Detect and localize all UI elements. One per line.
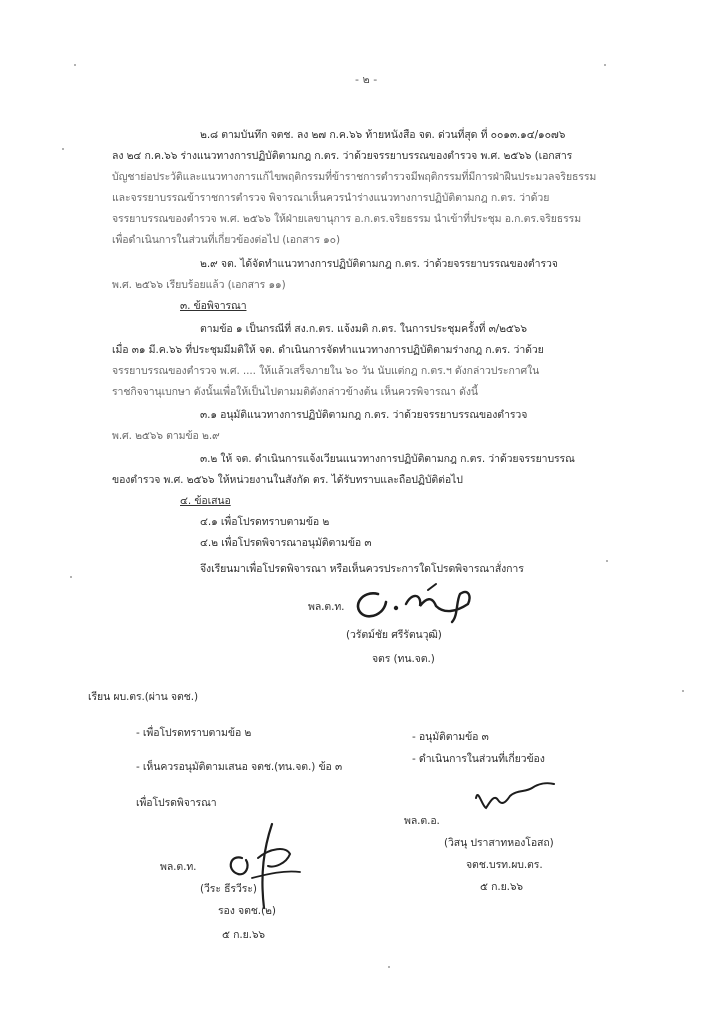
para-2-8-line-3: บัญชาย่อประวัติและแนวทางการแก้ไขพฤติกรรมที่ข้าราชการตำรวจมีพฤติกรรมที่มีการฝ่าฝืนประมวลจริยธรรม — [112, 171, 597, 183]
scan-speck — [682, 690, 684, 692]
scan-speck — [62, 148, 64, 150]
para-3-line-1: ตามข้อ ๑ เป็นกรณีที่ สง.ก.ตร. แจ้งมติ ก.ตร. ในการประชุมครั้งที่ ๓/๒๕๖๖ — [200, 323, 527, 335]
para-3-1-line-1: ๓.๑ อนุมัติแนวทางการปฏิบัติตามกฎ ก.ตร. ว่าด้วยจรรยาบรรณของตำรวจ — [200, 409, 528, 421]
page-number: - ๒ - — [355, 73, 378, 86]
para-2-9-line-1: ๒.๙ จต. ได้จัดทำแนวทางการปฏิบัติตามกฎ ก.ตร. ว่าด้วยจรรยาบรรณของตำรวจ — [200, 258, 558, 270]
scan-speck — [606, 560, 608, 562]
signer1-signature — [340, 572, 500, 628]
scan-speck — [604, 64, 606, 66]
address-line: เรียน ผบ.ตร.(ผ่าน จตช.) — [88, 691, 198, 703]
signer3-rank: พล.ต.ท. — [160, 861, 197, 873]
scan-speck — [388, 966, 390, 968]
signer2-rank: พล.ต.อ. — [404, 815, 440, 827]
signer1-rank: พล.ต.ท. — [308, 601, 345, 613]
para-3-2-line-2: ของตำรวจ พ.ศ. ๒๕๖๖ ให้หน่วยงานในสังกัด ตร. ได้รับทราบและถือปฏิบัติต่อไป — [112, 474, 463, 486]
para-2-8-line-5: จรรยาบรรณของตำรวจ พ.ศ. ๒๕๖๖ ให้ฝ่ายเลขานุการ อ.ก.ตร.จริยธรรม นำเข้าที่ประชุม อ.ก.ตร.จริยธรรม — [112, 213, 582, 225]
endorse-right-2: - ดำเนินการในส่วนที่เกี่ยวข้อง — [412, 753, 545, 765]
scan-speck — [74, 64, 76, 66]
endorse-left-3: เพื่อโปรดพิจารณา — [136, 797, 217, 809]
para-4-2: ๔.๒ เพื่อโปรดพิจารณาอนุมัติตามข้อ ๓ — [200, 537, 372, 549]
signer2-date: ๕ ก.ย.๖๖ — [480, 881, 523, 893]
signer2-name: (วิสนุ ปราสาทหองโอสถ) — [444, 837, 554, 849]
section-4-heading: ๔. ข้อเสนอ — [180, 495, 231, 507]
scan-speck — [70, 576, 72, 578]
para-3-1-line-2: พ.ศ. ๒๕๖๖ ตามข้อ ๒.๙ — [112, 430, 220, 442]
signer1-name: (วรัตม์ชัย ศรีรัตนวุฒิ) — [346, 629, 442, 641]
signer1-position: จตร (ทน.จต.) — [372, 653, 435, 665]
para-4-1: ๔.๑ เพื่อโปรดทราบตามข้อ ๒ — [200, 516, 330, 528]
para-3-line-4: ราชกิจจานุเบกษา ดังนั้นเพื่อให้เป็นไปตามมติดังกล่าวข้างต้น เห็นควรพิจารณา ดังนี้ — [112, 386, 479, 398]
signer3-name: (วีระ ธีรวีระ) — [200, 883, 257, 895]
signer2-signature — [470, 772, 560, 816]
signer3-date: ๕ ก.ย.๖๖ — [222, 929, 265, 941]
endorse-left-1: - เพื่อโปรดทราบตามข้อ ๒ — [136, 727, 252, 739]
signer2-position: จตช.บรท.ผบ.ตร. — [466, 859, 543, 871]
signer3-position: รอง จตช.(๒) — [218, 905, 276, 917]
para-3-line-3: จรรยาบรรณของตำรวจ พ.ศ. .... ให้แล้วเสร็จภายใน ๖๐ วัน นับแต่กฎ ก.ตร.ฯ ดังกล่าวประกาศใน — [112, 365, 540, 377]
para-3-2-line-1: ๓.๒ ให้ จต. ดำเนินการแจ้งเวียนแนวทางการปฏิบัติตามกฎ ก.ตร. ว่าด้วยจรรยาบรรณ — [200, 453, 575, 465]
para-2-8-line-1: ๒.๘ ตามบันทึก จตช. ลง ๒๗ ก.ค.๖๖ ท้ายหนังสือ จต. ด่วนที่สุด ที่ ๐๐๑๓.๑๔/๑๐๗๖ — [200, 129, 566, 141]
endorse-left-2: - เห็นควรอนุมัติตามเสนอ จตช.(ทน.จต.) ข้อ ๓ — [136, 761, 343, 773]
section-3-heading: ๓. ข้อพิจารณา — [180, 300, 247, 312]
para-2-9-line-2: พ.ศ. ๒๕๖๖ เรียบร้อยแล้ว (เอกสาร ๑๑) — [112, 279, 286, 291]
closing-line: จึงเรียนมาเพื่อโปรดพิจารณา หรือเห็นควรประการใดโปรดพิจารณาสั่งการ — [200, 563, 524, 575]
para-2-8-line-2: ลง ๒๔ ก.ค.๖๖ ร่างแนวทางการปฏิบัติตามกฎ ก.ตร. ว่าด้วยจรรยาบรรณของตำรวจ พ.ศ. ๒๕๖๖ (เอกสาร — [112, 150, 573, 162]
para-2-8-line-6: เพื่อดำเนินการในส่วนที่เกี่ยวข้องต่อไป (เอกสาร ๑๐) — [112, 234, 340, 246]
signer3-signature — [212, 818, 312, 914]
endorse-right-1: - อนุมัติตามข้อ ๓ — [412, 731, 489, 743]
para-2-8-line-4: และจรรยาบรรณข้าราชการตำรวจ พิจารณาเห็นควรนำร่างแนวทางการปฏิบัติตามกฎ ก.ตร. ว่าด้วย — [112, 192, 550, 204]
para-3-line-2: เมื่อ ๓๑ มี.ค.๖๖ ที่ประชุมมีมติให้ จต. ดำเนินการจัดทำแนวทางการปฏิบัติตามร่างกฎ ก.ตร. ว่าด้วย — [112, 344, 544, 356]
